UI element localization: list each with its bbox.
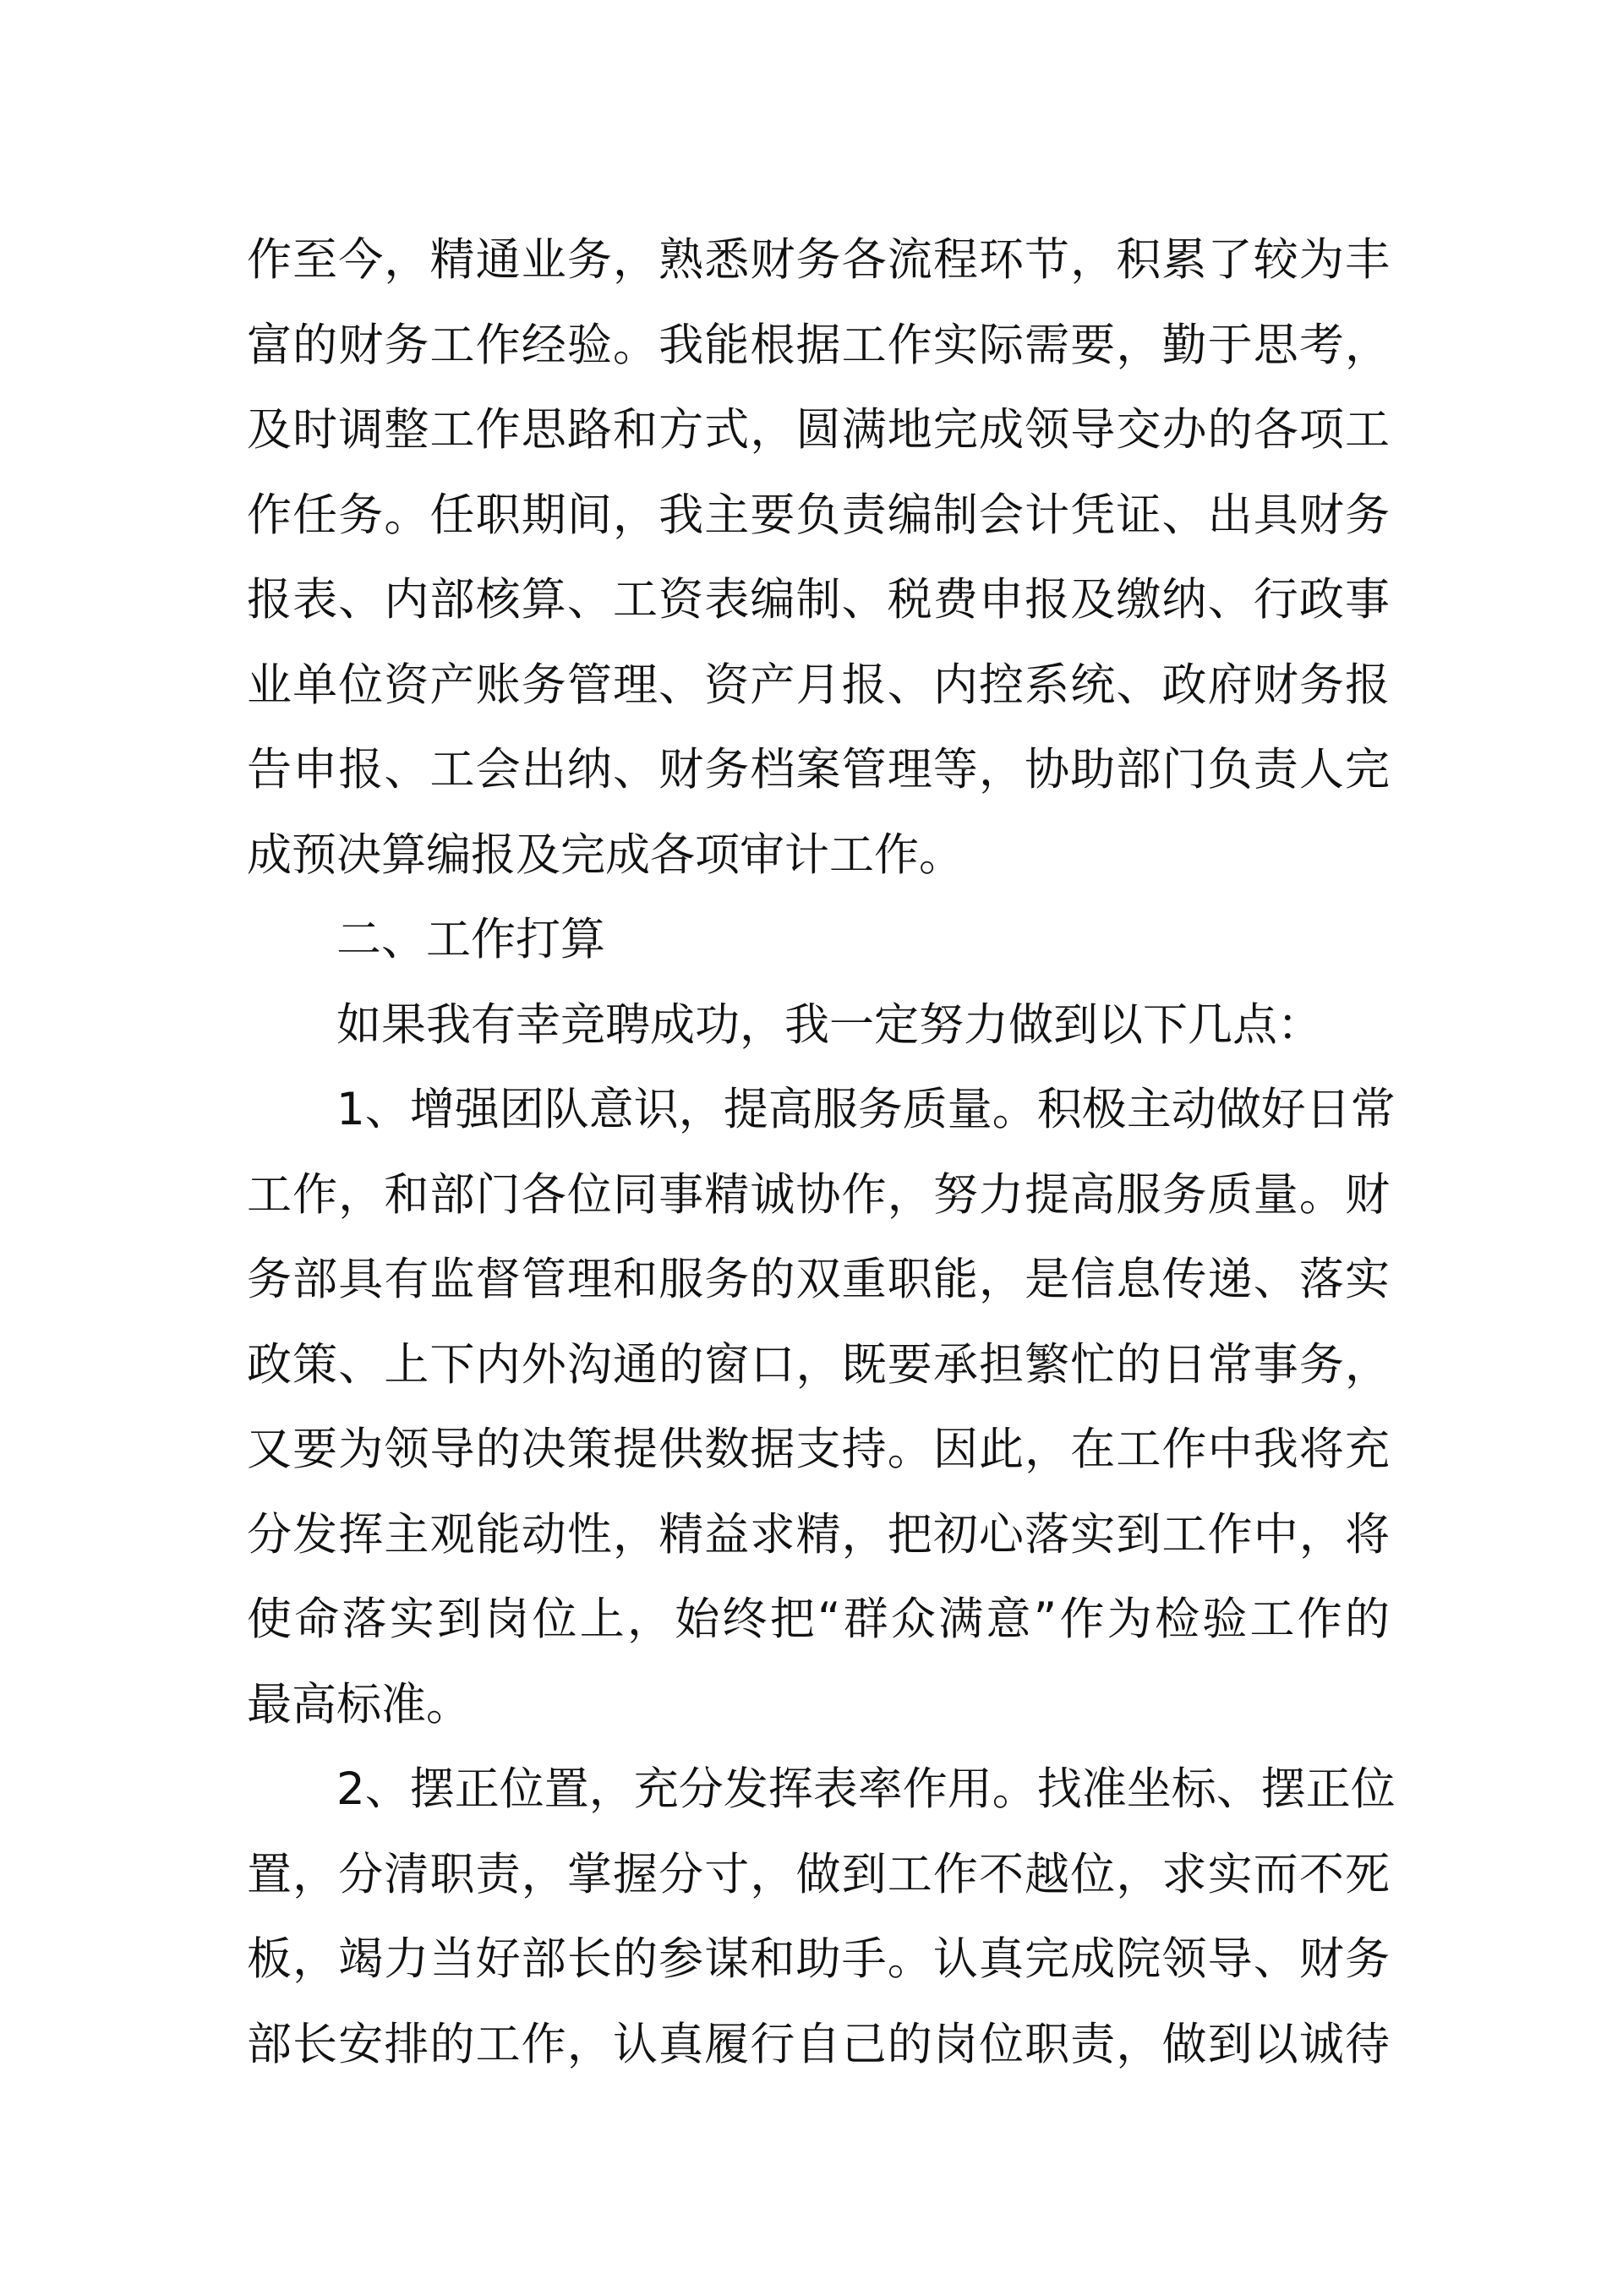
text-line: 置，分清职责，掌握分寸，做到工作不越位，求实而不死 [247, 1848, 1390, 1900]
text-line: 2、摆正位置，充分发挥表率作用。找准坐标、摆正位 [336, 1763, 1396, 1815]
text-line: 工作，和部门各位同事精诚协作，努力提高服务质量。财 [247, 1168, 1390, 1221]
text-line: 及时调整工作思路和方式，圆满地完成领导交办的各项工 [247, 404, 1390, 456]
text-line: 告申报、工会出纳、财务档案管理等，协助部门负责人完 [247, 744, 1390, 795]
text-line: 分发挥主观能动性，精益求精，把初心落实到工作中，将 [247, 1508, 1390, 1561]
document-body [247, 218, 1396, 2087]
text-line: 如果我有幸竞聘成功，我一定努力做到以下几点： [336, 998, 1322, 1051]
text-line: 作任务。任职期间，我主要负责编制会计凭证、出具财务 [247, 489, 1390, 541]
text-line: 部长安排的工作，认真履行自己的岗位职责，做到以诚待 [247, 2018, 1390, 2070]
text-line: 最高标准。 [247, 1678, 471, 1730]
text-line: 使命落实到岗位上，始终把“群众满意”作为检验工作的 [247, 1594, 1390, 1645]
text-line: 报表、内部核算、工资表编制、税费申报及缴纳、行政事 [247, 574, 1390, 626]
text-line: 成预决算编报及完成各项审计工作。 [247, 828, 964, 881]
text-line: 务部具有监督管理和服务的双重职能，是信息传递、落实 [247, 1254, 1390, 1305]
text-line: 富的财务工作经验。我能根据工作实际需要，勤于思考， [247, 319, 1390, 371]
text-line: 又要为领导的决策提供数据支持。因此，在工作中我将充 [247, 1424, 1390, 1475]
text-line: 1、增强团队意识，提高服务质量。积极主动做好日常 [336, 1084, 1396, 1135]
text-line: 作至今，精通业务，熟悉财务各流程环节，积累了较为丰 [247, 234, 1390, 286]
text-line: 政策、上下内外沟通的窗口，既要承担繁忙的日常事务， [247, 1338, 1390, 1391]
section-heading: 二、工作打算 [336, 914, 605, 965]
text-line: 板，竭力当好部长的参谋和助手。认真完成院领导、财务 [247, 1933, 1390, 1985]
text-line: 业单位资产账务管理、资产月报、内控系统、政府财务报 [247, 659, 1390, 711]
